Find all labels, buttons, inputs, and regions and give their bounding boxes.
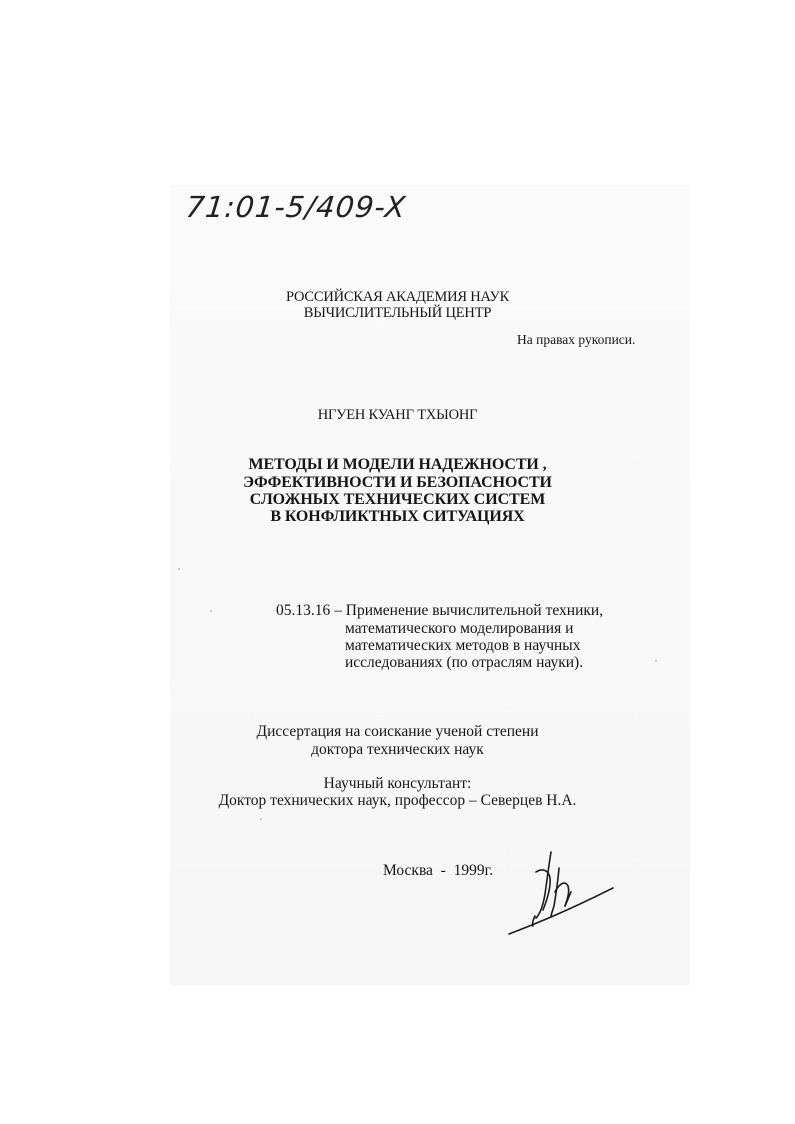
handwritten-signature-icon [505, 850, 620, 940]
rights-note: На правах рукописи. [517, 332, 636, 347]
scan-speck [210, 610, 212, 612]
specialty-line-4: исследованиях (по отраслям науки). [345, 654, 584, 671]
city-year: Москва - 1999г. [383, 862, 494, 879]
scan-speck [260, 818, 262, 820]
scan-speck [178, 568, 180, 570]
title-line-2: ЭФФЕКТИВНОСТИ И БЕЗОПАСНОСТИ [243, 474, 552, 491]
specialty-line-1: 05.13.16 – Применение вычислительной техники, [276, 602, 604, 619]
dissertation-line-1: Диссертация на соискание ученой степени [256, 723, 539, 740]
scan-speck [655, 660, 657, 662]
title-line-4: В КОНФЛИКТНЫХ СИТУАЦИЯХ [270, 508, 525, 525]
organization-division: ВЫЧИСЛИТЕЛЬНЫЙ ЦЕНТР [303, 305, 492, 321]
title-line-3: СЛОЖНЫХ ТЕХНИЧЕСКИХ СИСТЕМ [249, 491, 546, 508]
specialty-line-2: математического моделирования и [345, 620, 574, 637]
consultant-label: Научный консультант: [323, 775, 472, 792]
organization-name: РОССИЙСКАЯ АКАДЕМИЯ НАУК [285, 289, 510, 305]
archive-code-handwritten: 71:01-5/409-X [184, 190, 408, 224]
consultant-name: Доктор технических наук, профессор – Северцев Н.А. [218, 792, 577, 809]
title-line-1: МЕТОДЫ И МОДЕЛИ НАДЕЖНОСТИ , [248, 456, 547, 473]
specialty-line-3: математических методов в научных [345, 637, 581, 654]
dissertation-line-2: доктора технических наук [311, 741, 484, 758]
author-name: НГУЕН КУАНГ ТХЫОНГ [317, 407, 478, 423]
signature [505, 850, 620, 940]
